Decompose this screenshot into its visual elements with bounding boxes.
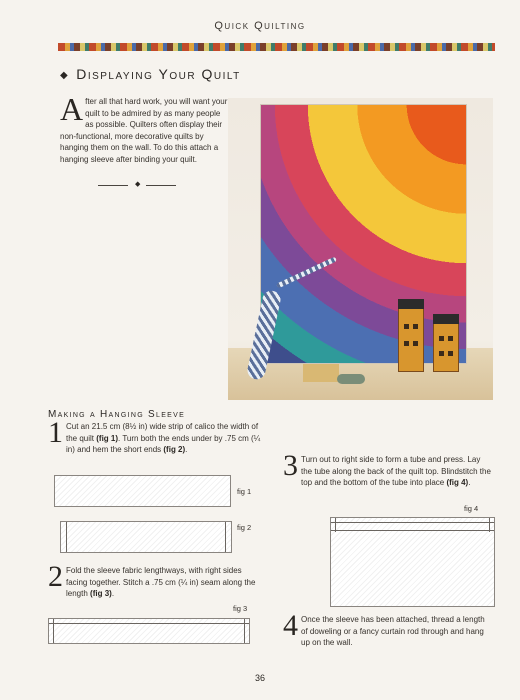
drop-cap: A	[60, 91, 84, 127]
house-window	[439, 336, 444, 341]
fig-4-diagram	[330, 517, 495, 607]
house-window	[404, 324, 409, 329]
decorative-fabric-band	[58, 43, 495, 51]
fig-reference: (fig 4)	[446, 478, 469, 487]
step-4	[283, 609, 493, 649]
step-text: Once the sleeve has been attached, thread a length of doweling or a fancy curtain rod through and hang up on the wall.	[301, 615, 485, 647]
fig-1-diagram	[54, 475, 231, 507]
intro-text: fter all that hard work, you will want your quilt to be admired by as many people as possible. Quilters often display their non-functional, more decorative quilts by hanging them on the wall. To do this attach a hanging sleeve after binding your quilt.	[60, 97, 228, 164]
house-window	[413, 324, 418, 329]
model-house-right	[433, 323, 459, 372]
step-number: 1	[48, 416, 63, 449]
step-number: 2	[48, 560, 63, 593]
fig-reference: (fig 2)	[163, 445, 186, 454]
fig-reference: (fig 1)	[96, 433, 119, 443]
hem-line-left	[53, 619, 54, 643]
seam-line	[49, 623, 249, 624]
step-text: Turn out to right side to form a tube and press. Lay the tube along the back of the quilt top. Blindstitch the top and the bottom of the tube into place	[301, 455, 491, 487]
ornament-rule-right	[146, 185, 176, 186]
step-text: .	[111, 589, 115, 598]
fig-reference: (fig 3)	[90, 589, 112, 598]
section-title	[60, 66, 241, 82]
fig-2-label: fig 2	[237, 523, 252, 532]
sleeve-end-left	[335, 518, 336, 532]
house-window	[448, 336, 453, 341]
house-window	[448, 351, 453, 356]
small-container	[337, 374, 365, 384]
fig-4-label: fig 4	[464, 504, 479, 513]
running-head: Quick Quilting	[214, 20, 306, 32]
diamond-bullet-icon: ◆	[60, 70, 70, 81]
step-text: Fold the sleeve fabric lengthways, with right sides facing together. Stitch a .75 cm (¼ in) seam along the length	[66, 566, 256, 598]
sleeve-end-right	[489, 518, 490, 532]
fig-3-diagram	[48, 618, 250, 644]
step-number: 4	[283, 609, 298, 642]
page-number: 36	[254, 673, 265, 683]
ornament-divider	[98, 181, 178, 189]
wooden-box	[303, 364, 339, 382]
fig-2-diagram	[60, 521, 232, 553]
step-2	[48, 560, 258, 600]
hem-line-left	[66, 522, 67, 552]
step-number: 3	[283, 449, 298, 482]
sleeve-top-line	[331, 522, 494, 523]
section-title-text: Displaying Your Quilt	[76, 66, 241, 82]
hem-line-right	[244, 619, 245, 643]
instructions-subheading: Making a Hanging Sleeve	[48, 409, 186, 420]
house-window	[439, 351, 444, 356]
step-text: .	[468, 478, 471, 487]
sleeve-bottom-line	[331, 530, 494, 531]
model-house-left	[398, 308, 424, 372]
ornament-rule-left	[98, 185, 128, 186]
intro-paragraph	[60, 91, 230, 165]
step-text: Cut an 21.5 cm (8½ in) wide strip of calico the width of the quilt	[66, 422, 259, 443]
fig-3-label: fig 3	[233, 604, 248, 613]
hem-line-right	[225, 522, 226, 552]
house-window	[413, 341, 418, 346]
ornament-diamond-icon: ◆	[135, 181, 141, 188]
step-3	[283, 449, 493, 489]
step-text: . Turn both the ends under by .75 cm (¼ in) and hem the short ends	[66, 433, 261, 454]
step-text: .	[185, 445, 188, 454]
quilt-photo	[228, 98, 493, 400]
fig-1-label: fig 1	[237, 487, 252, 496]
step-1	[48, 416, 270, 456]
house-window	[404, 341, 409, 346]
